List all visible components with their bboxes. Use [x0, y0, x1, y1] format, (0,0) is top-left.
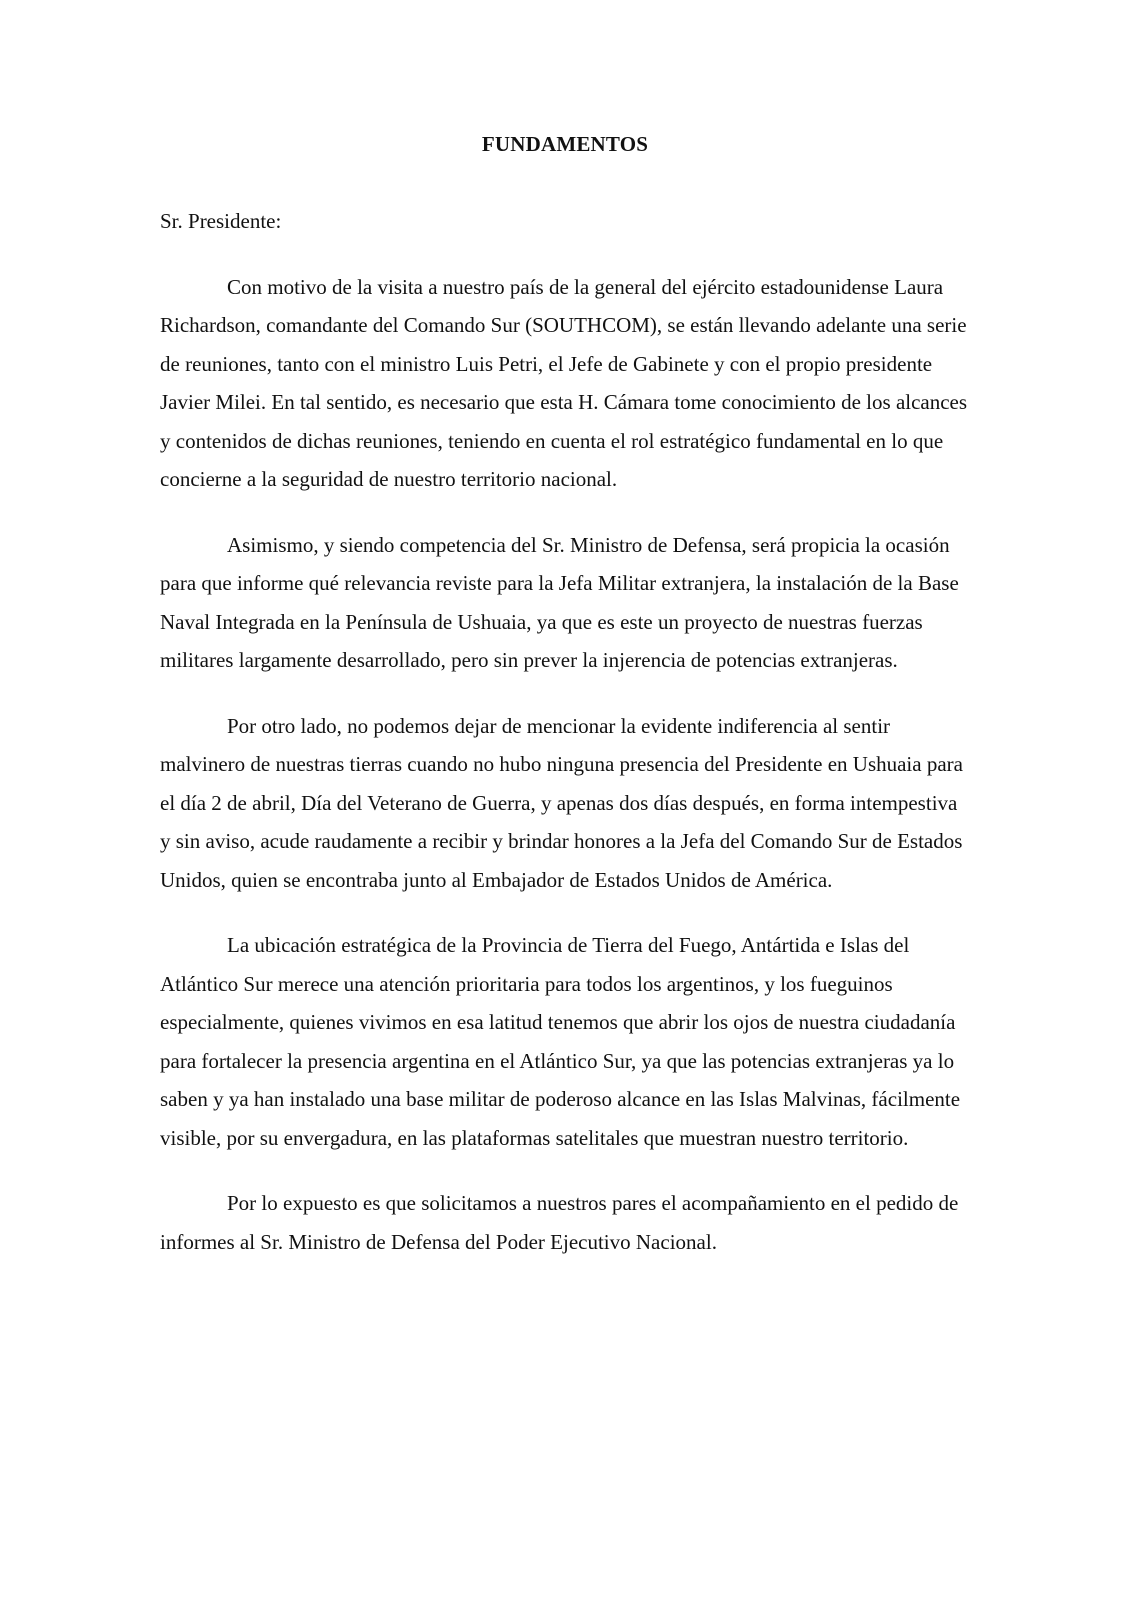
paragraph-naval-base: Asimismo, y siendo competencia del Sr. Ministro de Defensa, será propicia la ocasión para que informe qué relevancia reviste para la Jefa Militar extranjera, la instalación de la Base Naval Integrada en la Península de Ushuaia, ya que es este un proyecto de nuestras fuerzas militares largamente desarrollado, pero sin prever la injerencia de potencias extranjeras. [160, 532, 959, 672]
document-body [160, 128, 970, 1261]
document-title: FUNDAMENTOS [481, 132, 649, 156]
paragraph-visit: Con motivo de la visita a nuestro país de la general del ejército estadounidense Laura Richardson, comandante del Comando Sur (SOUTHCOM), se están llevando adelante una serie de reuniones, tanto con el ministro Luis Petri, el Jefe de Gabinete y con el propio presidente Javier Milei. En tal sentido, es necesario que esta H. Cámara tome conocimiento de los alcances y contenidos de dichas reuniones, teniendo en cuenta el rol estratégico fundamental en lo que concierne a la seguridad de nuestro territorio nacional. [160, 274, 968, 491]
paragraph-indifference: Por otro lado, no podemos dejar de mencionar la evidente indiferencia al sentir malvinero de nuestras tierras cuando no hubo ninguna presencia del Presidente en Ushuaia para el día 2 de abril, Día del Veterano de Guerra, y apenas dos días después, en forma intempestiva y sin aviso, acude raudamente a recibir y brindar honores a la Jefa del Comando Sur de Estados Unidos, quien se encontraba junto al Embajador de Estados Unidos de América. [160, 713, 963, 892]
salutation: Sr. Presidente: [160, 209, 282, 233]
paragraph-strategic-location: La ubicación estratégica de la Provincia de Tierra del Fuego, Antártida e Islas del Atlántico Sur merece una atención prioritaria para todos los argentinos, y los fueguinos especialmente, quienes vivimos en esa latitud tenemos que abrir los ojos de nuestra ciudadanía para fortalecer la presencia argentina en el Atlántico Sur, ya que las potencias extranjeras ya lo saben y ya han instalado una base militar de poderoso alcance en las Islas Malvinas, fácilmente visible, por su envergadura, en las plataformas satelitales que muestran nuestro territorio. [160, 933, 961, 1150]
paragraph-request: Por lo expuesto es que solicitamos a nuestros pares el acompañamiento en el pedido de informes al Sr. Ministro de Defensa del Poder Ejecutivo Nacional. [160, 1191, 959, 1254]
